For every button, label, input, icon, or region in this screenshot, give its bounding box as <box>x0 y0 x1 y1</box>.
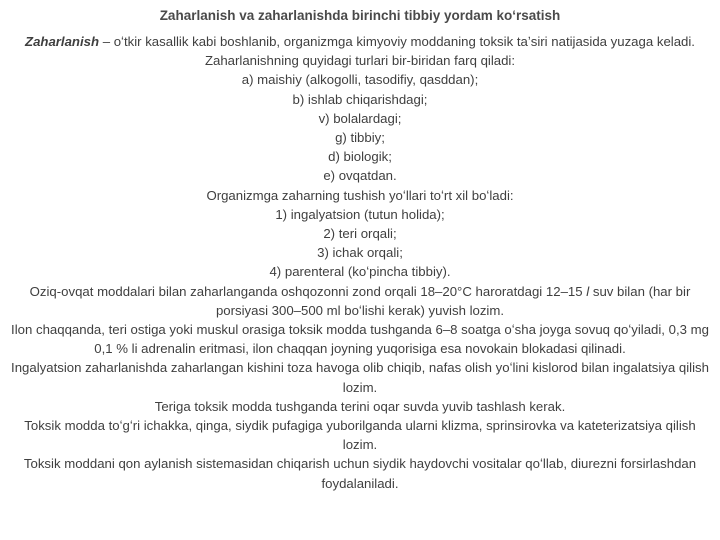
food-unit: l <box>586 283 590 299</box>
type-item: e) ovqatdan. <box>323 168 397 184</box>
food-text-before: Oziq-ovqat moddalari bilan zaharlanganda oshqozonni zond orqali 18–20°C haroratdagi 12–15 <box>29 283 587 299</box>
rectal-paragraph: Toksik modda toʻgʻri ichakka, qinga, siydik pufagiga yuborilganda ularni klizma, sprinsirovka va kateterizatsiya qilish lozim. <box>24 418 696 453</box>
route-item: 2) teri orqali; <box>323 226 397 242</box>
food-poisoning-paragraph <box>8 282 712 320</box>
slide-body <box>8 32 712 493</box>
type-item: g) tibbiy; <box>335 130 385 146</box>
types-intro: Zaharlanishning quyidagi turlari bir-biridan farq qiladi: <box>204 53 516 69</box>
diuresis-paragraph: Toksik moddani qon aylanish sistemasidan chiqarish uchun siydik haydovchi vositalar qoʻllab, diurezni forsirlashdan foydalaniladi. <box>23 456 697 491</box>
routes-intro: Organizmga zaharning tushish yoʻllari toʻrt xil boʻladi: <box>206 187 514 203</box>
route-item: 4) parenteral (koʻpincha tibbiy). <box>269 264 451 280</box>
definition-paragraph <box>8 32 712 51</box>
type-item: v) bolalardagi; <box>318 110 402 126</box>
slide-title: Zaharlanish va zaharlanishda birinchi tibbiy yordam koʻrsatish <box>159 8 561 23</box>
type-item: b) ishlab chiqarishdagi; <box>292 91 428 107</box>
food-text-after: suv bilan (har bir porsiyasi 300–500 ml boʻlishi kerak) yuvish lozim. <box>215 283 691 318</box>
definition-text: – oʻtkir kasallik kabi boshlanib, organizmga kimyoviy moddaning toksik taʼsiri natijasida yuzaga keladi. <box>99 34 695 49</box>
skin-paragraph: Teriga toksik modda tushganda terini oqar suvda yuvib tashlash kerak. <box>154 398 566 414</box>
type-item: d) biologik; <box>328 149 392 165</box>
route-item: 3) ichak orqali; <box>317 245 403 261</box>
definition-term: Zaharlanish <box>25 34 100 49</box>
route-item: 1) ingalyatsion (tutun holida); <box>275 206 445 222</box>
snake-bite-paragraph: Ilon chaqqanda, teri ostiga yoki muskul orasiga toksik modda tushganda 6–8 soatga oʻsha joyga sovuq qoʻyiladi, 0,3 mg 0,1 % li adrenalin eritmasi, ilon chaqqan joyning yuqorisiga esa novokain blokadasi qilinadi. <box>11 322 709 357</box>
inhalation-paragraph: Ingalyatsion zaharlanishda zaharlangan kishini toza havoga olib chiqib, nafas olish yoʻlini kislorod bilan ingalatsiya qilish lozim. <box>11 360 709 395</box>
type-item: a) maishiy (alkogolli, tasodifiy, qasddan); <box>241 72 479 88</box>
